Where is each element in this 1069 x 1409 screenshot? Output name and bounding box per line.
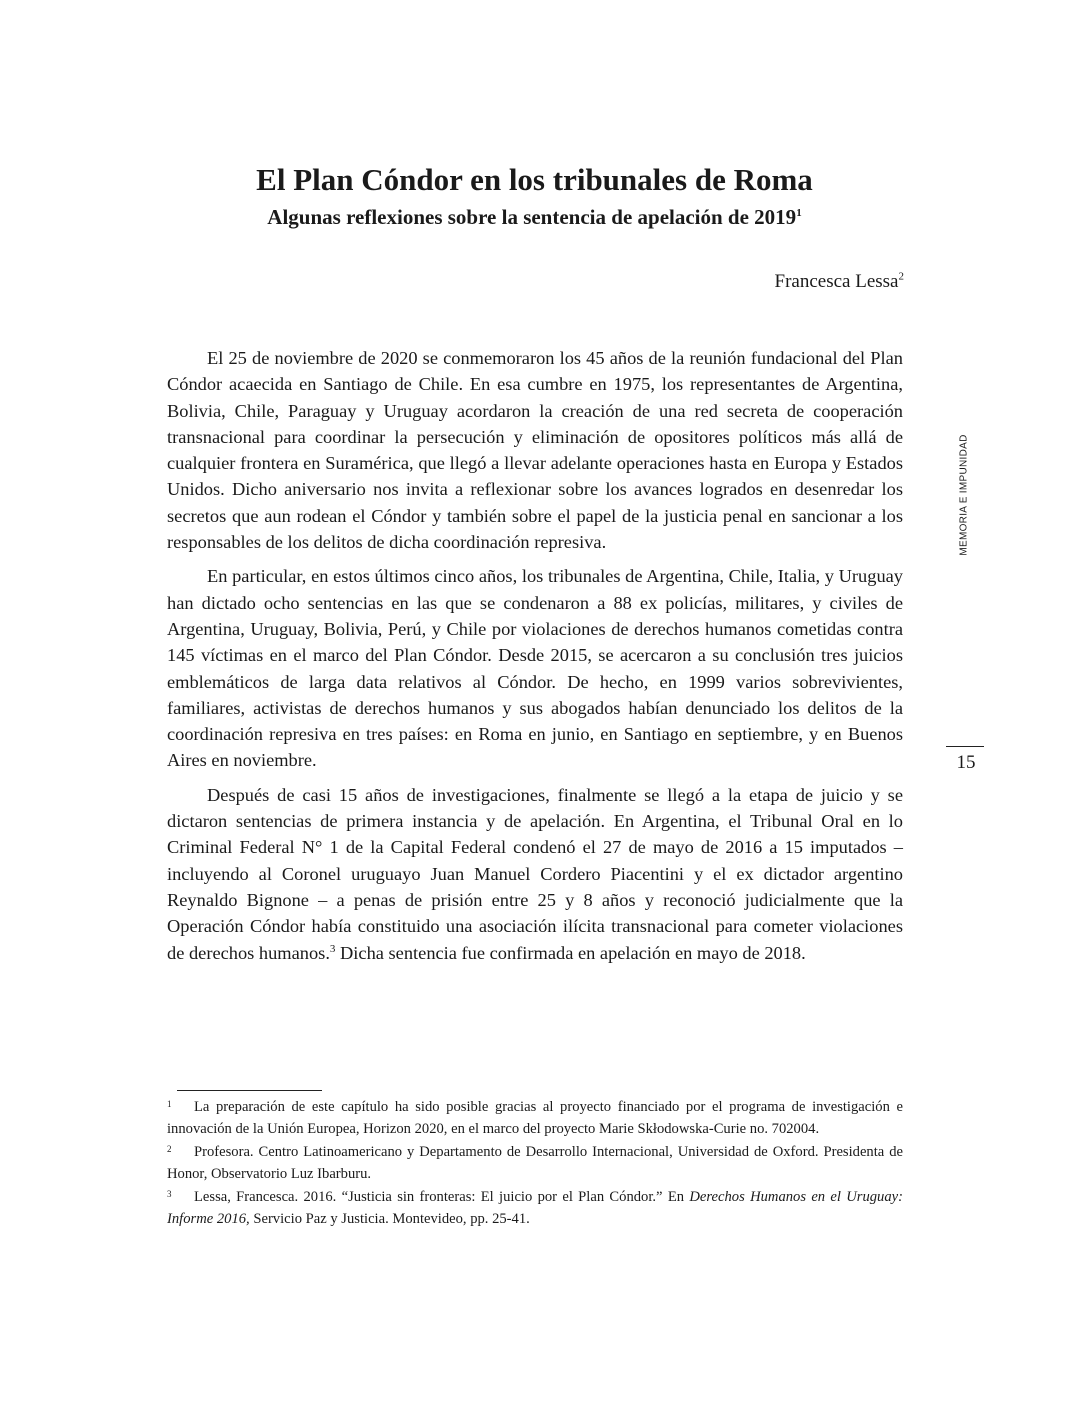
footnote-1-text: La preparación de este capítulo ha sido posible gracias al proyecto financiado por el programa de investigación e innovación de la Unión Europea, Horizon 2020, en el marco del proyecto Marie Skłodowska-Curie no. 702004.: [167, 1099, 903, 1137]
paragraph-3-end: Dicha sentencia fue confirmada en apelación en mayo de 2018.: [335, 942, 806, 963]
page-title: El Plan Cóndor en los tribunales de Roma: [256, 162, 813, 197]
paragraph-1: El 25 de noviembre de 2020 se conmemoraron los 45 años de la reunión fundacional del Plan Cóndor acaecida en Santiago de Chile. En esa cumbre en 1975, los representantes de Argentina, Bolivia, Chile, Paraguay y Uruguay acordaron la creación de una red secreta de cooperación transnacional para coordinar la persecución y eliminación de opositores políticos más allá de cualquier frontera en Suramérica, que llegó a llevar adelante operaciones hasta en Europa y Estados Unidos. Dicho aniversario nos invita a reflexionar sobre los avances logrados en desenredar los secretos que aun rodean el Cóndor y también sobre el papel de la justicia penal en sancionar a los responsables de los delitos de dicha coordinación represiva.: [167, 348, 903, 553]
footnote-1: [167, 1097, 903, 1140]
body-text: [167, 345, 903, 974]
footnote-ref-1[interactable]: 1: [796, 207, 802, 219]
subtitle-text: Algunas reflexiones sobre la sentencia de apelación de 2019: [267, 205, 797, 229]
footnote-2-text: Profesora. Centro Latinoamericano y Departamento de Desarrollo Internacional, Universidad de Oxford. Presidenta de Honor, Observatorio Luz Ibarburu.: [167, 1144, 903, 1182]
paragraph-3-main: Después de casi 15 años de investigaciones, finalmente se llegó a la etapa de juicio y se dictaron sentencias de primera instancia y de apelación. En Argentina, el Tribunal Oral en lo Criminal Federal N° 1 de la Capital Federal condenó el 27 de mayo de 2016 a 15 imputados – incluyendo al Coronel uruguayo Juan Manuel Cordero Piacentini y el ex dictador argentino Reynaldo Bignone – a penas de prisión entre 25 y 8 años y reconoció judicialmente que la Operación Cóndor había constituido una asociación ilícita transnacional para cometer violaciones de derechos humanos.: [167, 784, 903, 963]
footnote-3-text-b: Servicio Paz y Justicia. Montevideo, pp. 25-41.: [249, 1210, 530, 1227]
footnote-ref-3[interactable]: 3: [329, 942, 336, 955]
footnote-ref-2[interactable]: 2: [898, 270, 904, 283]
footnote-2-number: 2: [167, 1144, 172, 1154]
footnote-divider: [177, 1090, 322, 1091]
footnote-1-number: 1: [167, 1099, 172, 1109]
author-name: [775, 268, 904, 296]
page-subtitle: [0, 202, 1069, 232]
footnote-3: [167, 1187, 903, 1230]
footnote-2: [167, 1142, 903, 1185]
section-sidebar: [954, 420, 974, 570]
page-number-rule: [946, 746, 984, 747]
footnote-3-text-a: Lessa, Francesca. 2016. “Justicia sin fronteras: El juicio por el Plan Cóndor.” En: [194, 1189, 690, 1205]
footnote-3-italic-title: Derechos Humanos en el Uruguay: Informe 2016,: [167, 1189, 903, 1227]
page-number: 15: [956, 752, 976, 773]
section-label: MEMORIA E IMPUNIDAD: [958, 434, 970, 556]
paragraph-3: [167, 782, 903, 966]
footnotes: [167, 1097, 903, 1232]
author-text: Francesca Lessa: [774, 271, 899, 292]
footnote-3-number: 3: [167, 1189, 172, 1199]
paragraph-2: En particular, en estos últimos cinco años, los tribunales de Argentina, Chile, Italia, y Uruguay han dictado ocho sentencias en las que se condenaron a 88 ex policías, militares, y civiles de Argentina, Uruguay, Bolivia, Perú, y Chile por violaciones de derechos humanos cometidas contra 145 víctimas en el marco del Plan Cóndor. Desde 2015, se acercaron a su conclusión tres juicios emblemáticos de larga data relativos al Cóndor. De hecho, en 1999 varios sobrevivientes, familiares, activistas de derechos humanos y sus abogados habían denunciado los delitos de la coordinación represiva en tres países: en Roma en junio, en Santiago en septiembre, y en Buenos Aires en noviembre.: [167, 566, 903, 771]
